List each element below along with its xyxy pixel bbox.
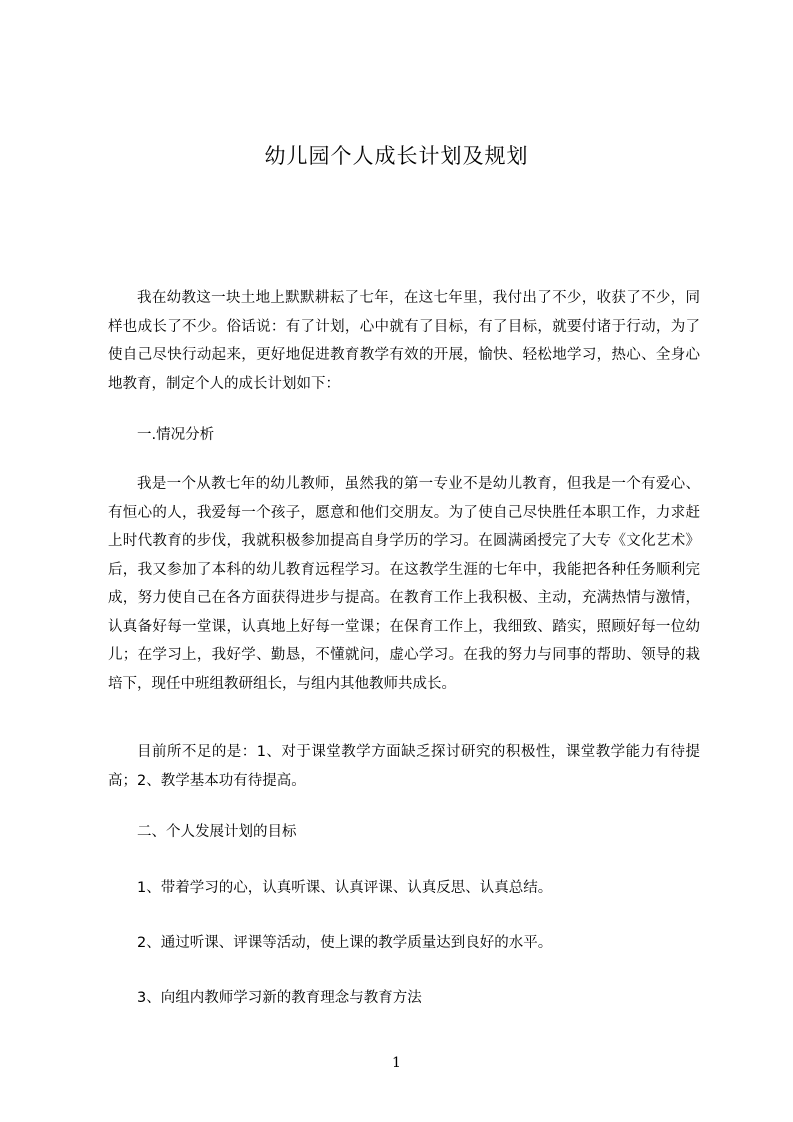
page-number: 1 [392,1055,401,1071]
section-heading-goals: 二、个人发展计划的目标 [137,824,297,840]
shortcomings-paragraph: 目前所不足的是：1、对于课堂教学方面缺乏探讨研究的积极性，课堂教学能力有待提高；2、教学基本功有待提高。 [108,744,700,789]
analysis-paragraph: 我是一个从教七年的幼儿教师，虽然我的第一专业不是幼儿教育，但我是一个有爱心、有恒心的人，我爱每一个孩子，愿意和他们交朋友。为了使自己尽快胜任本职工作，力求赶上时代教育的步伐，我就积极参加提高自身学历的学习。在圆满函授完了大专《文化艺术》后，我又参加了本科的幼儿教育远程学习。在这教学生涯的七年中，我能把各种任务顺利完成，努力使自己在各方面获得进步与提高。在教育工作上我积极、主动，充满热情与激情，认真备好每一堂课，认真地上好每一堂课；在保育工作上，我细致、踏实，照顾好每一位幼儿；在学习上，我好学、勤恳，不懂就问，虚心学习。在我的努力与同事的帮助、领导的栽培下，现任中班组教研组长，与组内其他教师共成长。 [108,476,700,692]
goal-item-1: 1、带着学习的心，认真听课、认真评课、认真反思、认真总结。 [137,880,553,896]
goal-item-3: 3、向组内教师学习新的教育理念与教育方法 [137,990,422,1006]
document-title: 幼儿园个人成长计划及规划 [264,144,529,168]
section-heading-analysis: 一.情况分析 [137,427,215,443]
goal-item-2: 2、通过听课、评课等活动，使上课的教学质量达到良好的水平。 [137,935,553,951]
intro-paragraph: 我在幼教这一块土地上默默耕耘了七年，在这七年里，我付出了不少，收获了不少，同样也成长了不少。俗话说：有了计划，心中就有了目标，有了目标，就要付诸于行动，为了使自己尽快行动起来，更好地促进教育教学有效的开展，愉快、轻松地学习，热心、全身心地教育，制定个人的成长计划如下： [108,290,700,392]
